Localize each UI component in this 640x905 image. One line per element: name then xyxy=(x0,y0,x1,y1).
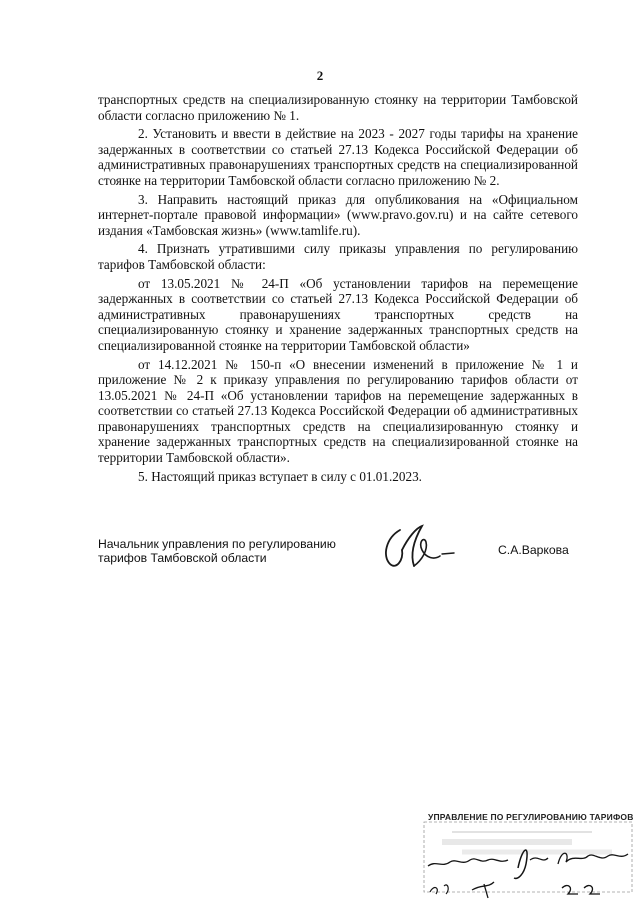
paragraph-order-1: от 13.05.2021 № 24-П «Об установлении тарифов на перемещение задержанных в соответствии со статьей 27.13 Кодекса Российской Федерации об административных правонарушениях транспортных средств на специализированную стоянку и хранение задержанных транспортных средств на специализированной стоянке на территории Тамбовской области» xyxy=(98,275,578,353)
signatory-position xyxy=(98,537,336,565)
paragraph-item-5: 5. Настоящий приказ вступает в силу с 01.01.2023. xyxy=(138,468,422,484)
paragraph-item-2: 2. Установить и ввести в действие на 2023 - 2027 годы тарифы на хранение задержанных в соответствии со статьей 27.13 Кодекса Российской Федерации об административных правонарушениях транспортных средств на специализированной стоянке на территории Тамбовской области согласно приложению № 2. xyxy=(98,126,578,188)
paragraph-item-4: 4. Признать утратившими силу приказы управления по регулированию тарифов Тамбовской области: xyxy=(98,241,578,272)
stamp-with-handwriting xyxy=(422,808,634,902)
signatory-name: С.А.Варкова xyxy=(498,543,569,557)
paragraph-item-3: 3. Направить настоящий приказ для опубликования на «Официальном интернет-портале правовой информации» (www.pravo.gov.ru) и на сайте сетевого издания «Тамбовская жизнь» (www.tamlife.ru). xyxy=(98,191,578,238)
document-body xyxy=(98,92,578,487)
handwritten-signature xyxy=(378,520,458,574)
paragraph-continuation: транспортных средств на специализированную стоянку на территории Тамбовской области согласно приложению № 1. xyxy=(98,92,578,123)
position-line-1: Начальник управления по регулированию xyxy=(98,537,336,551)
paragraph-order-2: от 14.12.2021 № 150-п «О внесении изменений в приложение № 1 и приложение № 2 к приказу управления по регулированию тарифов области от 13.05.2021 № 24-П «Об установлении тарифов на перемещение задержанных в соответствии со статьей 27.13 Кодекса Российской Федерации об административных правонарушениях транспортных средств на специализированную стоянку и хранение задержанных транспортных средств на специализированной стоянке на территории Тамбовской области». xyxy=(98,356,578,466)
page-number: 2 xyxy=(316,68,324,83)
stamp-title: УПРАВЛЕНИЕ ПО РЕГУЛИРОВАНИЮ ТАРИФОВ xyxy=(428,812,634,822)
position-line-2: тарифов Тамбовской области xyxy=(98,551,267,565)
